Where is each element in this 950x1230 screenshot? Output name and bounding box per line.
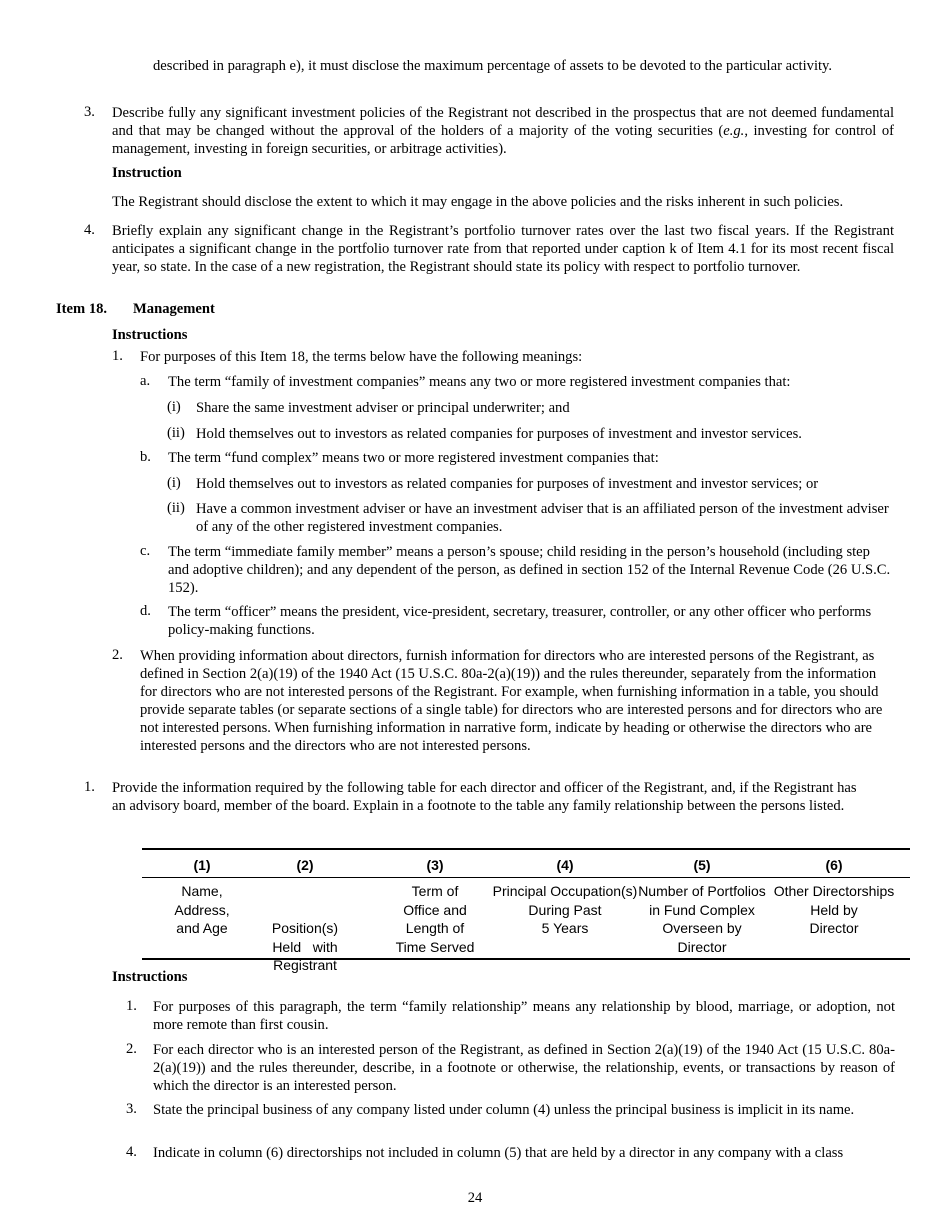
column-header-3: (3) — [426, 857, 444, 873]
column-header-5: (5) — [693, 857, 711, 873]
para1-text: Provide the information required by the following table for each director and officer of the Registrant, and, if the Registrant has an advisory board, member of the board. Explain in a footnote to the table any family relationship between the persons listed. — [112, 780, 857, 814]
def-b-text: The term “fund complex” means two or more registered investment companies that: — [168, 450, 659, 466]
column-1-label: Name, Address, and Age — [174, 883, 230, 936]
instructions2-3-number: 3. — [126, 1101, 137, 1117]
def-b-ii-number: (ii) — [167, 500, 185, 516]
para4-text: Briefly explain any significant change in the Registrant’s portfolio turnover rates over the last two fiscal years. If the Registrant anticipates a significant change in the portfolio turnover rate from that reported under caption k of Item 4.1 for its most recent fiscal year, so state. In the case of a new registration, the Registrant should state its policy with respect to portfolio turnover. — [112, 223, 894, 275]
column-6-label: Other Directorships Held by Director — [773, 883, 895, 936]
instructions2-heading: Instructions — [112, 969, 188, 985]
instructions2-2-number: 2. — [126, 1041, 137, 1057]
instructions2-2-text: For each director who is an interested person of the Registrant, as defined in Section 2(a)(19) of the 1940 Act (15 U.S.C. 80a- 2(a)(19)) and the rules thereunder, describe, in a footnote or otherwise, the relationship, events, or transactions by reason of which the director is an interested person. — [153, 1042, 895, 1094]
instruction1-text: For purposes of this Item 18, the terms below have the following meanings: — [140, 349, 583, 365]
para3-instruction-heading: Instruction — [112, 165, 182, 181]
def-a-ii-text: Hold themselves out to investors as related companies for purposes of investment and investor services. — [196, 426, 802, 442]
column-2-label: Position(s) Held with Registrant — [271, 920, 339, 973]
column-5-label: Number of Portfolios in Fund Complex Overseen by Director — [638, 883, 766, 955]
column-header-2: (2) — [296, 857, 314, 873]
column-3-label: Term of Office and Length of Time Served — [395, 883, 475, 955]
def-a-i-text: Share the same investment adviser or principal underwriter; and — [196, 400, 570, 416]
def-b-letter: b. — [140, 449, 151, 465]
para3-text: Describe fully any significant investment policies of the Registrant not described in the prospectus that are not deemed fundamental and that may be changed without the approval of the holders of a majority of the voting securities (e.g., investing for control of management, investing in foreign securities, or arbitrage activities). — [112, 105, 894, 157]
def-a-letter: a. — [140, 373, 151, 389]
item18-label: Item 18. — [56, 301, 108, 317]
para3-number: 3. — [84, 104, 95, 120]
def-b-i-text: Hold themselves out to investors as related companies for purposes of investment and investor services; or — [196, 476, 819, 492]
def-a-text: The term “family of investment companies” means any two or more registered investment companies that: — [168, 374, 791, 390]
column-header-4: (4) — [556, 857, 574, 873]
instructions2-1-text: For purposes of this paragraph, the term “family relationship” means any relationship by blood, marriage, or adoption, not more remote than first cousin. — [153, 999, 895, 1033]
def-b-ii-text: Have a common investment adviser or have an investment adviser that is an affiliated person of the investment adviser of any of the other registered investment companies. — [196, 501, 889, 535]
page-number: 24 — [467, 1190, 483, 1206]
def-c-text: The term “immediate family member” means a person’s spouse; child residing in the person’s household (including step and adoptive children); and any dependent of the person, as defined in section 152 of the Internal Revenue Code (26 U.S.C. 152). — [168, 544, 891, 596]
def-d-text: The term “officer” means the president, vice-president, secretary, treasurer, controller, or any other officer who performs policy-making functions. — [168, 604, 872, 638]
para4-number: 4. — [84, 222, 95, 238]
instructions2-4-number: 4. — [126, 1144, 137, 1160]
column-4-label: Principal Occupation(s) During Past 5 Years — [492, 883, 638, 936]
def-a-i-number: (i) — [167, 399, 181, 415]
column-header-1: (1) — [193, 857, 211, 873]
instruction2-number: 2. — [112, 647, 123, 663]
def-c-letter: c. — [140, 543, 151, 559]
para1-number: 1. — [84, 779, 95, 795]
instruction1-number: 1. — [112, 348, 123, 364]
instructions2-4-text: Indicate in column (6) directorships not included in column (5) that are held by a director in any company with a class — [153, 1145, 844, 1161]
para3-instruction-text: The Registrant should disclose the extent to which it may engage in the above policies and the risks inherent in such policies. — [112, 194, 844, 210]
def-b-i-number: (i) — [167, 475, 181, 491]
item18-instructions-heading: Instructions — [112, 327, 188, 343]
continuation-text: described in paragraph e), it must disclose the maximum percentage of assets to be devoted to the particular activity. — [153, 58, 833, 74]
table-top-rule — [142, 848, 910, 850]
item18-title: Management — [133, 301, 215, 317]
def-d-letter: d. — [140, 603, 151, 619]
column-header-6: (6) — [825, 857, 843, 873]
instructions2-3-text: State the principal business of any company listed under column (4) unless the principal business is implicit in its name. — [153, 1102, 855, 1118]
instructions2-1-number: 1. — [126, 998, 137, 1014]
table-header-rule — [142, 877, 910, 878]
instruction2-text: When providing information about directors, furnish information for directors who are interested persons of the Registrant, as defined in Section 2(a)(19) of the 1940 Act (15 U.S.C. 80a-2(a)(19)) and the rules thereunder, separately from the information for directors who are not interested persons of the Registrant. For example, when furnishing information in a table, you should provide separate tables (or separate sections of a single table) for directors who are interested persons and for directors who are not interested persons. When furnishing information in narrative form, indicate by heading or otherwise the directors who are interested persons and the directors who are not interested persons. — [140, 648, 883, 754]
def-a-ii-number: (ii) — [167, 425, 185, 441]
